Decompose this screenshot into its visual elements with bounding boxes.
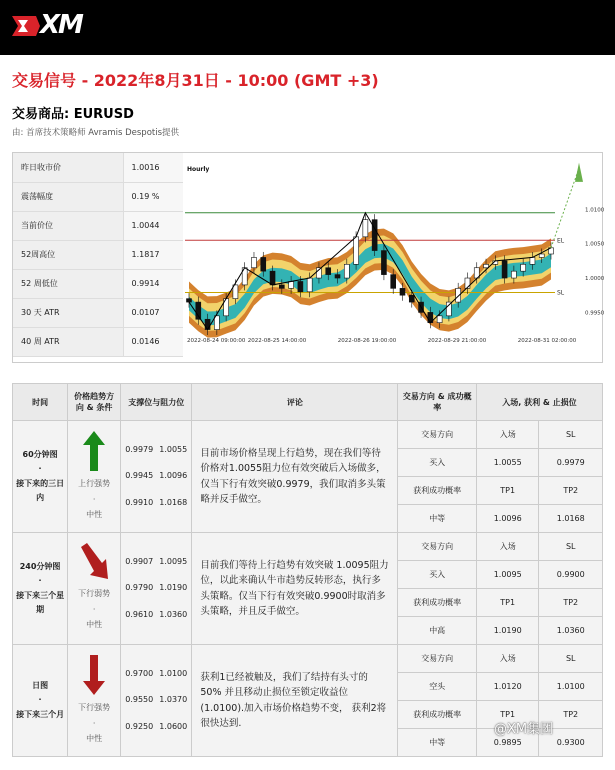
candle-body xyxy=(530,257,535,264)
probability-label: 获利成功概率 xyxy=(398,589,476,617)
entry-value: 1.0120 xyxy=(476,673,539,701)
timeframe-cell xyxy=(13,421,68,533)
entry-label: 入场 xyxy=(476,645,539,673)
sl-label: SL xyxy=(539,421,603,449)
trend-cell xyxy=(68,645,121,757)
tp2-label: TP2 xyxy=(539,477,603,505)
y-tick-label: 0.9950 xyxy=(585,310,605,317)
stat-label: 30 天 ATR xyxy=(13,298,123,327)
candle-body xyxy=(187,299,192,302)
separator-dot: · xyxy=(92,494,96,504)
y-tick-label: 1.0050 xyxy=(585,241,605,248)
trend-cell xyxy=(68,421,121,533)
stat-label: 40 周 ATR xyxy=(13,327,123,356)
header-entry: 入场, 获利 & 止损位 xyxy=(476,384,602,421)
watermark: @XM集团 xyxy=(494,722,554,737)
resistance-level: 1.0600 xyxy=(159,721,188,731)
stat-value: 0.9914 xyxy=(123,269,183,298)
stat-label: 52周高位 xyxy=(13,240,123,269)
candle-body xyxy=(437,316,442,323)
header-direction: 交易方向 & 成功概率 xyxy=(398,384,476,421)
sl-label: SL xyxy=(539,533,603,561)
tp2-value: 1.0168 xyxy=(539,505,603,533)
product-name: 交易商品: EURUSD xyxy=(12,107,134,122)
condition-label: 中性 xyxy=(86,733,103,743)
stat-value: 0.0146 xyxy=(123,327,183,356)
tp1-value: 1.0096 xyxy=(476,505,539,533)
table-row xyxy=(13,645,603,673)
stat-row xyxy=(13,240,183,269)
timeframe-line: · xyxy=(38,695,42,705)
trend-arrow-icon xyxy=(68,431,120,476)
timeframe-line: 接下来三个星期 xyxy=(16,590,65,614)
stat-value: 0.19 % xyxy=(123,182,183,211)
support-level: 0.9910 xyxy=(125,497,154,507)
condition-label: 中性 xyxy=(86,509,103,519)
header-levels: 支撑位与阻力位 xyxy=(121,384,192,421)
resistance-level: 1.0190 xyxy=(159,583,188,593)
stat-label: 当前价位 xyxy=(13,211,123,240)
candle-body xyxy=(409,295,414,302)
x-tick-label: 2022-08-24 09:00:00 xyxy=(187,338,246,344)
level-label: EL xyxy=(557,237,565,245)
trend-label: 上行强势 xyxy=(78,479,111,489)
separator-dot: · xyxy=(92,604,96,614)
y-tick-label: 1.0100 xyxy=(585,207,605,214)
resistance-level: 1.0095 xyxy=(159,556,188,566)
x-tick-label: 2022-08-31 02:00:00 xyxy=(517,338,577,344)
resistance-level: 1.0370 xyxy=(159,695,188,705)
tp1-value: 0.9895 xyxy=(476,729,539,757)
candle-body xyxy=(521,264,526,271)
projection-arrow xyxy=(575,163,583,182)
timeframe-cell xyxy=(13,533,68,645)
x-tick-label: 2022-08-26 19:00:00 xyxy=(337,338,397,344)
stat-label: 昨日收市价 xyxy=(13,153,123,182)
resistance-level: 1.0055 xyxy=(159,444,188,454)
resistance-level: 1.0168 xyxy=(159,497,188,507)
xm-logo[interactable] xyxy=(10,10,120,42)
tp2-label: TP2 xyxy=(539,589,603,617)
candle-body xyxy=(307,278,312,292)
candle-body xyxy=(270,271,275,285)
levels-cell xyxy=(121,645,192,757)
direction-label: 交易方向 xyxy=(398,421,476,449)
author-line: 由: 首席技术策略师 Avramis Despotis提供 xyxy=(12,128,180,138)
sl-value: 0.9900 xyxy=(539,561,603,589)
level-pair xyxy=(121,602,191,628)
level-pair xyxy=(121,549,191,575)
entry-value: 1.0095 xyxy=(476,561,539,589)
stat-value: 0.0107 xyxy=(123,298,183,327)
level-label: SL xyxy=(557,289,565,297)
timeframe-line: · xyxy=(38,464,42,474)
resistance-level: 1.0096 xyxy=(159,471,188,481)
timeframe-line: · xyxy=(38,576,42,586)
candle-body xyxy=(205,319,210,329)
probability-value: 中等 xyxy=(398,729,476,757)
price-chart xyxy=(185,155,605,360)
timeframe-line: 接下来的三日内 xyxy=(16,478,65,502)
trend-label: 下行强势 xyxy=(78,703,111,713)
resistance-level: 1.0360 xyxy=(159,609,188,619)
y-tick-label: 1.0000 xyxy=(585,276,605,283)
projection-line xyxy=(551,168,579,248)
entry-value: 1.0055 xyxy=(476,449,539,477)
stat-label: 52 周低位 xyxy=(13,269,123,298)
candle-body xyxy=(289,281,294,288)
tp1-label: TP1 xyxy=(476,589,539,617)
direction-value: 买入 xyxy=(398,449,476,477)
level-pair xyxy=(121,687,191,713)
x-tick-label: 2022-08-29 21:00:00 xyxy=(427,338,487,344)
tp2-value: 1.0360 xyxy=(539,617,603,645)
candle-body xyxy=(539,254,544,257)
levels-cell xyxy=(121,421,192,533)
candle-body xyxy=(391,275,396,289)
stat-row xyxy=(13,153,183,182)
candle-body xyxy=(279,285,284,288)
probability-label: 获利成功概率 xyxy=(398,477,476,505)
stat-row xyxy=(13,182,183,211)
page-title: 交易信号 - 2022年8月31日 - 10:00 (GMT +3) xyxy=(12,71,379,90)
stats-table xyxy=(13,153,183,357)
sl-label: SL xyxy=(539,645,603,673)
level-pair xyxy=(121,575,191,601)
candle-body xyxy=(298,281,303,291)
logo-text: XM xyxy=(40,10,82,40)
timeframe-cell xyxy=(13,645,68,757)
candle-body xyxy=(502,261,507,278)
comment-cell: 目前我们等待上行趋势有效突破 1.0095阻力位，以此来确认牛市趋势反转形态，执行多头策略。仅当下行有效突破0.9900时取消多头策略，并且反手做空。 xyxy=(192,533,398,645)
sl-value: 1.0100 xyxy=(539,673,603,701)
stat-row xyxy=(13,211,183,240)
stat-row xyxy=(13,298,183,327)
probability-label: 获利成功概率 xyxy=(398,701,476,729)
timeframe-line: 日图 xyxy=(32,680,49,690)
candle-body xyxy=(344,264,349,278)
comment-cell: 获利1已经被触及，我们了结持有头寸的 50% 并且移动止损位至锁定收益位(1.0100).加入市场价格趋势不变， 获利2将很快达到. xyxy=(192,645,398,757)
probability-value: 中高 xyxy=(398,617,476,645)
stat-value: 1.1817 xyxy=(123,240,183,269)
chart-title: Hourly xyxy=(187,166,210,173)
support-level: 0.9945 xyxy=(125,471,154,481)
level-pair xyxy=(121,437,191,463)
levels-cell xyxy=(121,533,192,645)
comment-cell: 目前市场价格呈现上行趋势，现在我们等待价格对1.0055阻力位有效突破后入场做多，仅当下行有效突破0.9979，我们取消多头策略并反手做空。 xyxy=(192,421,398,533)
header-time: 时间 xyxy=(13,384,68,421)
support-level: 0.9790 xyxy=(125,583,154,593)
tp1-label: TP1 xyxy=(476,477,539,505)
timeframe-line: 接下来三个月 xyxy=(16,709,65,719)
direction-value: 买入 xyxy=(398,561,476,589)
direction-label: 交易方向 xyxy=(398,645,476,673)
trend-cell xyxy=(68,533,121,645)
candle-body xyxy=(363,220,368,237)
probability-value: 中等 xyxy=(398,505,476,533)
direction-label: 交易方向 xyxy=(398,533,476,561)
level-pair xyxy=(121,714,191,740)
support-level: 0.9979 xyxy=(125,444,154,454)
resistance-level: 1.0100 xyxy=(159,668,188,678)
candle-body xyxy=(400,288,405,295)
candle-body xyxy=(261,257,266,271)
level-pair xyxy=(121,661,191,687)
candle-body xyxy=(354,237,359,264)
header-trend: 价格趋势方向 & 条件 xyxy=(68,384,121,421)
separator-dot: · xyxy=(92,718,96,728)
candle-body xyxy=(511,271,516,278)
support-level: 0.9700 xyxy=(125,668,154,678)
signal-table xyxy=(12,383,603,757)
stat-value: 1.0016 xyxy=(123,153,183,182)
stat-value: 1.0044 xyxy=(123,211,183,240)
stat-row xyxy=(13,327,183,356)
candle-body xyxy=(372,220,377,251)
timeframe-line: 240分钟图 xyxy=(19,561,61,571)
trend-label: 下行弱势 xyxy=(78,589,111,599)
trend-arrow-icon xyxy=(68,545,120,586)
table-row xyxy=(13,533,603,561)
entry-label: 入场 xyxy=(476,533,539,561)
stat-row xyxy=(13,269,183,298)
candle-body xyxy=(446,302,451,316)
header-comment: 评论 xyxy=(192,384,398,421)
trend-arrow-icon xyxy=(68,655,120,700)
level-pair xyxy=(121,490,191,516)
xm-logo-mark-icon xyxy=(10,14,42,38)
stat-label: 震荡幅度 xyxy=(13,182,123,211)
direction-value: 空头 xyxy=(398,673,476,701)
overview-panel xyxy=(12,152,603,363)
support-level: 0.9907 xyxy=(125,556,154,566)
table-row xyxy=(13,421,603,449)
condition-label: 中性 xyxy=(86,619,103,629)
header-bar xyxy=(0,0,615,55)
sl-value: 0.9979 xyxy=(539,449,603,477)
tp2-label: TP2 xyxy=(539,701,603,729)
candle-body xyxy=(335,275,340,278)
candle-body xyxy=(484,264,489,267)
support-level: 0.9250 xyxy=(125,721,154,731)
tp1-value: 1.0190 xyxy=(476,617,539,645)
candle-body xyxy=(326,268,331,275)
candle-body xyxy=(251,257,256,267)
timeframe-line: 60分钟图 xyxy=(22,449,58,459)
candle-body xyxy=(381,251,386,275)
level-pair xyxy=(121,463,191,489)
tp2-value: 0.9300 xyxy=(539,729,603,757)
x-tick-label: 2022-08-25 14:00:00 xyxy=(247,338,307,344)
support-level: 0.9550 xyxy=(125,695,154,705)
support-level: 0.9610 xyxy=(125,609,154,619)
entry-label: 入场 xyxy=(476,421,539,449)
tp1-label: TP1 xyxy=(476,701,539,729)
